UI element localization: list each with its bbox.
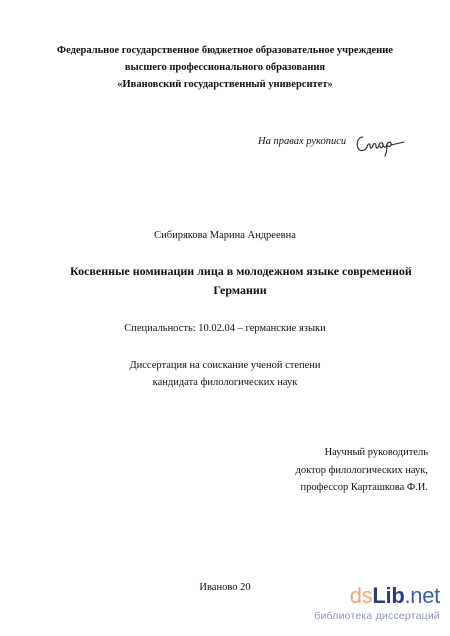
- author-name: Сибирякова Марина Андреевна: [154, 230, 296, 241]
- institution-line-3: «Ивановский государственный университет»: [117, 79, 333, 90]
- title-line-1: Косвенные номинации лица в молодежном языке современной: [70, 264, 412, 278]
- watermark-net: .net: [404, 583, 440, 608]
- supervisor-line-1: Научный руководитель: [324, 447, 428, 458]
- supervisor-line-2: доктор филологических наук,: [295, 464, 428, 476]
- supervisor-line-3: профессор Карташкова Ф.И.: [300, 482, 428, 493]
- watermark-subtitle: библиотека диссертаций: [314, 610, 440, 622]
- rights-notice: На правах рукописи: [258, 136, 347, 147]
- watermark-lib: Lib: [372, 583, 405, 608]
- institution-line-2: высшего профессионального образования: [124, 62, 326, 73]
- degree-line-2: кандидата филологических наук: [152, 377, 298, 388]
- watermark-ds: ds: [349, 583, 373, 608]
- title-line-2: Германии: [213, 283, 267, 297]
- city-year: Иваново 20: [199, 582, 251, 593]
- degree-line-1: Диссертация на соискание ученой степени: [129, 360, 321, 371]
- dissertation-title: [70, 262, 412, 300]
- supervisor-block: [295, 444, 428, 497]
- institution-line-1: Федеральное государственное бюджетное образовательное учреждение: [57, 45, 393, 56]
- specialty: Специальность: 10.02.04 – германские языки: [124, 323, 326, 334]
- watermark-logo: [350, 584, 440, 608]
- institution-header: [20, 42, 430, 93]
- degree-statement: [0, 357, 450, 391]
- handwritten-signature: [355, 131, 405, 157]
- dslib-watermark: [314, 583, 440, 628]
